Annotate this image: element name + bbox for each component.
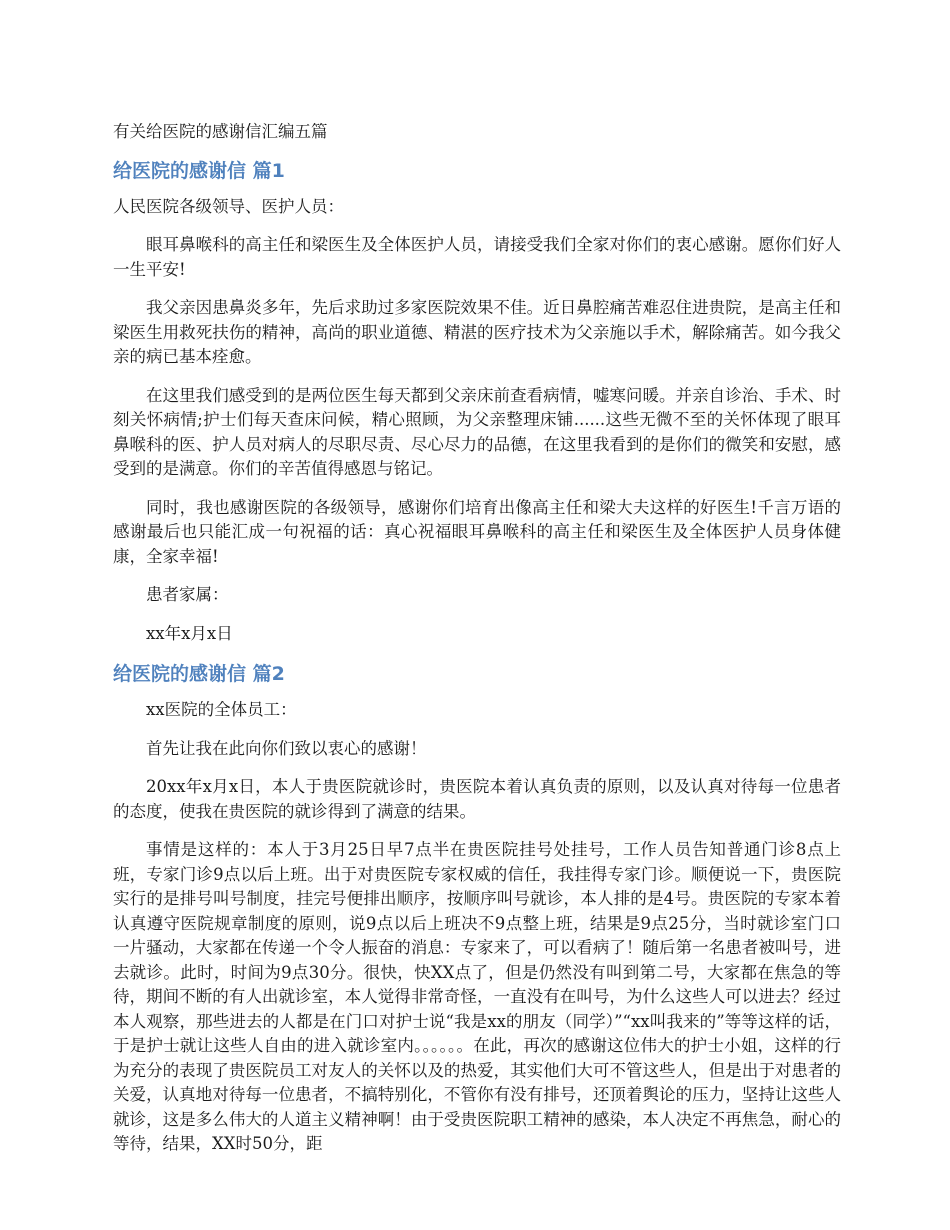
letter-paragraph: 事情是这样的：本人于3月25日早7点半在贵医院挂号处挂号，工作人员告知普通门诊8点上班，专家门诊9点以后上班。出于对贵医院专家权威的信任，我挂得专家门诊。顺便说一下，贵医院实行的是排号叫号制度，挂完号便排出顺序，按顺序叫号就诊，本人排的是4号。贵医院的专家本着认真遵守医院规章制度的原则，说9点以后上班决不9点整上班，结果是9点25分，当时就诊室门口一片骚动，大家都在传递一个令人振奋的消息：专家来了，可以看病了！随后第一名患者被叫号，进去就诊。此时，时间为9点30分。很快，快XX点了，但是仍然没有叫到第二号，大家都在焦急的等待，期间不断的有人出就诊室，本人觉得非常奇怪，一直没有在叫号，为什么这些人可以进去？经过本人观察，那些进去的人都是在门口对护士说“我是xx的朋友（同学）”“xx叫我来的”等等这样的话，于是护士就让这些人自由的进入就诊室内。。。。。。在此，再次的感谢这位伟大的护士小姐，这样的行为充分的表现了贵医院员工对友人的关怀以及的热爱，其实他们大可不管这些人，但是出于对患者的关爱，认真地对待每一位患者，不搞特别化，不管你有没有排号，还顶着舆论的压力，坚持让这些人就诊，这是多么伟大的人道主义精神啊！由于受贵医院职工精神的感染，本人决定不再焦急，耐心的等待，结果，XX时50分，距 bbox=[113, 840, 841, 1153]
letter-section-1 bbox=[113, 157, 841, 647]
letter-paragraph: 在这里我们感受到的是两位医生每天都到父亲床前查看病情，嘘寒问暖。并亲自诊治、手术、时刻关怀病情;护士们每天查床问候，精心照顾，为父亲整理床铺......这些无微不至的关怀体现了眼耳鼻喉科的医、护人员对病人的尽职尽责、尽心尽力的品德，在这里我看到的是你们的微笑和安慰，感受到的是满意。你们的辛苦值得感恩与铭记。 bbox=[113, 385, 841, 478]
document-page bbox=[113, 120, 841, 1171]
document-title: 有关给医院的感谢信汇编五篇 bbox=[113, 122, 328, 141]
letter-date: xx年x月x日 bbox=[146, 623, 233, 643]
letter-paragraph: 我父亲因患鼻炎多年，先后求助过多家医院效果不佳。近日鼻腔痛苦难忍住进贵院，是高主任和梁医生用救死扶伤的精神，高尚的职业道德、精湛的医疗技术为父亲施以手术，解除痛苦。如今我父亲的病已基本痊愈。 bbox=[113, 298, 841, 366]
letter-paragraph: 同时，我也感谢医院的各级领导，感谢你们培育出像高主任和梁大夫这样的好医生!千言万语的感谢最后也只能汇成一句祝福的话：真心祝福眼耳鼻喉科的高主任和梁医生及全体医护人员身体健康，全家幸福! bbox=[113, 497, 841, 566]
letter-paragraph: 眼耳鼻喉科的高主任和梁医生及全体医护人员，请接受我们全家对你们的衷心感谢。愿你们好人一生平安! bbox=[113, 235, 841, 279]
letter-paragraph: 首先让我在此向你们致以衷心的感谢！ bbox=[146, 738, 427, 758]
section-heading: 给医院的感谢信 篇2 bbox=[113, 663, 285, 685]
letter-signature: 患者家属： bbox=[146, 585, 229, 604]
letter-salutation: 人民医院各级领导、医护人员： bbox=[113, 196, 344, 216]
letter-paragraph: 20xx年x月x日，本人于贵医院就诊时，贵医院本着认真负责的原则，以及认真对待每一位患者的态度，使我在贵医院的就诊得到了满意的结果。 bbox=[113, 777, 841, 821]
section-heading: 给医院的感谢信 篇1 bbox=[113, 159, 285, 182]
letter-section-2 bbox=[113, 660, 841, 1157]
letter-salutation: xx医院的全体员工： bbox=[146, 700, 297, 719]
